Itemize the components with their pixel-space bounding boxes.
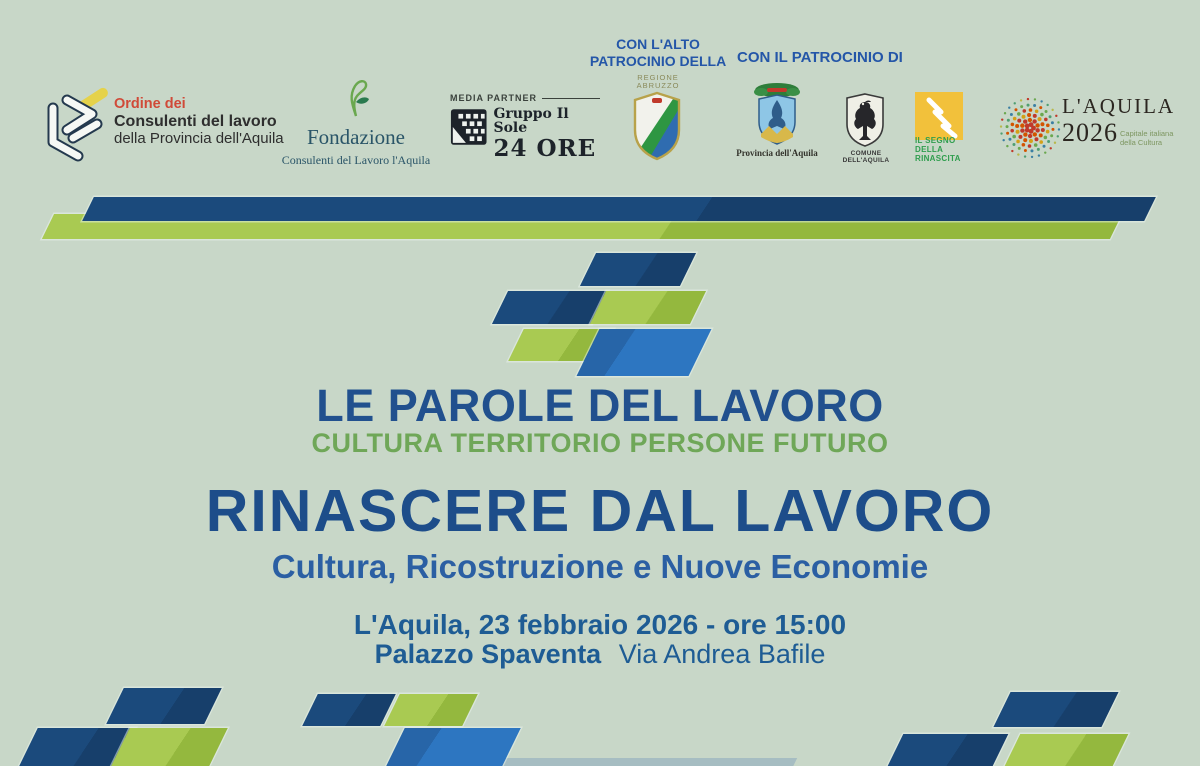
regione-abruzzo-label <box>585 74 731 90</box>
series-title: LE PAROLE DEL LAVORO <box>316 380 884 431</box>
event-subtitle: Cultura, Ricostruzione e Nuove Economie <box>271 548 929 585</box>
alto-patrocinio-label <box>585 36 731 70</box>
alto-patrocinio-line2: PATROCINIO DELLA <box>589 53 727 69</box>
ordine-text-block <box>114 96 284 147</box>
segno-line3: RINASCITA <box>915 154 961 163</box>
emblem-parallelogram-navy-top <box>580 253 696 286</box>
bottom-mid-parallelogram-blue <box>385 728 521 766</box>
fondazione-subtitle: Consulenti del Lavoro l'Aquila <box>281 153 431 167</box>
sole24ore-brand-line: 24 ORE <box>493 135 597 162</box>
media-partner-rule <box>542 98 600 99</box>
bottom-mid-parallelogram-green <box>384 694 478 726</box>
bottom-right-parallelogram-green-bottom <box>1004 734 1129 766</box>
laquila-2026-mandala-icon <box>994 92 1066 164</box>
ordine-consulenti-logo-icon <box>40 86 112 164</box>
ordine-line3: della Provincia dell'Aquila <box>114 130 284 147</box>
laquila-2026-year: 2026 <box>1062 118 1118 147</box>
fondazione-leaf-icon <box>339 78 373 118</box>
regione-line2: ABRUZZO <box>636 81 680 90</box>
venue-address: Via Andrea Bafile <box>618 639 826 669</box>
provincia-caption: Provincia dell'Aquila <box>736 148 818 158</box>
patrocinio-label: CON IL PATROCINIO DI <box>737 49 903 66</box>
comune-caption: COMUNE DELL'AQUILA <box>842 150 890 164</box>
fondazione-name: Fondazione <box>307 125 405 149</box>
segno-line2: DELLA <box>915 145 944 154</box>
header-stripe-navy <box>82 197 1156 221</box>
laquila-2026-sub1: Capitale italiana <box>1120 129 1174 138</box>
laquila-2026-city: L'AQUILA <box>1062 94 1176 118</box>
emblem-parallelogram-green-mid <box>590 291 706 324</box>
bottom-left-parallelogram-navy-top <box>106 688 222 724</box>
ordine-line2: Consulenti del lavoro <box>114 113 277 130</box>
bottom-right-parallelogram-navy-top <box>993 692 1118 727</box>
sole24ore-group-line: Gruppo Il Sole <box>493 106 569 136</box>
fondazione-block <box>278 78 434 168</box>
regione-abruzzo-shield-icon <box>631 90 683 162</box>
bottom-mid-parallelogram-navy <box>302 694 396 726</box>
ordine-line1: Ordine dei <box>114 96 186 112</box>
event-title: RINASCERE DAL LAVORO <box>205 478 995 544</box>
provincia-aquila-crest-icon <box>752 82 802 146</box>
bottom-left-parallelogram-green-bottom <box>110 728 228 766</box>
event-date-time: L'Aquila, 23 febbraio 2026 - ore 15:00 <box>353 609 847 640</box>
series-subtitle: CULTURA TERRITORIO PERSONE FUTURO <box>311 428 889 458</box>
segno-rinascita-logo-icon <box>915 92 963 140</box>
venue-name: Palazzo Spaventa <box>374 639 602 669</box>
alto-patrocinio-line1: CON L'ALTO <box>616 36 700 52</box>
segno-rinascita-caption <box>915 136 961 163</box>
emblem-parallelogram-navy-mid <box>492 291 608 324</box>
segno-line1: IL SEGNO <box>915 136 956 145</box>
sole24ore-logo-icon <box>450 107 487 147</box>
regione-line1: REGIONE <box>637 73 679 82</box>
event-venue <box>0 639 1200 670</box>
comune-aquila-crest-icon <box>843 92 887 148</box>
media-partner-label: MEDIA PARTNER <box>450 93 537 103</box>
media-partner-block <box>450 93 600 160</box>
laquila-2026-subtitle <box>1120 129 1173 147</box>
emblem-parallelogram-blue-bottom <box>577 329 712 376</box>
laquila-2026-sub2: della Cultura <box>1120 138 1163 147</box>
bottom-right-parallelogram-navy-bottom <box>887 734 1009 766</box>
